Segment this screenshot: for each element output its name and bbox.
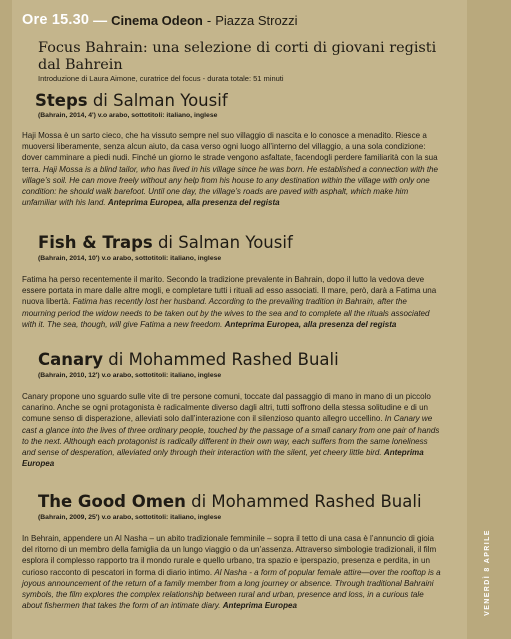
side-date-text: VENERDÌ 8 APRILE — [483, 528, 491, 616]
focus-subtitle: Introduzione di Laura Aimone, curatrice del focus - durata totale: 51 minuti — [38, 74, 284, 83]
film-director: di Mohammed Rashed Buali — [185, 492, 422, 511]
synopsis-italian: Fatima ha perso recentemente il marito. Secondo la tradizione prevalente in Bahrain, dopo il lutto la vedova deve essere portata in mare dalle altre mogli, e completare tutti i rituali ad esso associati. Il mare, però, darà a Fatima una nuova libertà. — [22, 275, 437, 307]
film-title-steps — [35, 91, 228, 110]
film-title-fish-traps — [38, 233, 293, 252]
header-dash: — — [93, 12, 108, 28]
film-synopsis-steps — [22, 130, 442, 208]
side-date-label — [482, 527, 492, 617]
screening-time: Ore 15.30 — [22, 12, 90, 28]
film-director: di Salman Yousif — [152, 233, 293, 252]
film-synopsis-fish-traps — [22, 274, 442, 330]
film-meta-steps: (Bahrain, 2014, 4') v.o arabo, sottotitoli: italiano, inglese — [38, 112, 218, 119]
film-title-text: The Good Omen — [38, 492, 186, 511]
film-director: di Mohammed Rashed Buali — [103, 350, 339, 369]
film-synopsis-canary — [22, 391, 442, 469]
premiere-note: Anteprima Europea — [22, 448, 424, 469]
screening-venue: Cinema Odeon — [111, 12, 203, 28]
film-title-good-omen — [38, 492, 422, 511]
synopsis-english: In Canary we cast a glance into the lives of three ordinary people, touched by the passage of a small canary from one pair of hands to the next. Although each protagonist is radically different in their own way, each suffers from the same loneliness and sense of desperation, alleviated only through their interaction with the silent, yet cheery little bird. — [22, 414, 440, 458]
film-meta-fish-traps: (Bahrain, 2014, 10') v.o arabo, sottotitoli: italiano, inglese — [38, 255, 222, 262]
synopsis-italian: Canary propone uno sguardo sulle vite di tre persone comuni, toccate dal passaggio di mano in mano di un piccolo canarino. Anche se ogni protagonista è radicalmente diverso dagli altri, tutti soffrono della stessa solitudine e di un comune senso di disperazione, alleviati solo dall’interazione con il silenzioso quanto allegro uccellino. — [22, 392, 431, 424]
film-title-text: Canary — [38, 350, 104, 369]
focus-title: Focus Bahrain: una selezione di corti di giovani registi dal Bahrein — [38, 40, 437, 73]
premiere-note: Anteprima Europea — [222, 601, 297, 611]
synopsis-english: Fatima has recently lost her husband. According to the prevailing tradition in Bahrain, after the mourning period the widow needs to be taken out by the wives to the sea and to complete all the rituals associated with it. The sea, though, will give Fatima a new freedom. — [22, 297, 430, 329]
film-meta-good-omen: (Bahrain, 2009, 25') v.o arabo, sottotitoli: italiano, inglese — [38, 514, 222, 521]
synopsis-english: Haji Mossa is a blind tailor, who has lived in his village since he was born. He established a connection with the village’s soil. He can move freely without any help from his house to any destination within the village with only one condition: he should walk barefoot. Until one day, the village’s roads are paved with asphalt, which make him unfamiliar with his land. — [22, 164, 439, 208]
synopsis-italian: In Behrain, appendere un Al Nasha – un abito tradizionale femminile – sopra il tetto di una casa è l’annuncio di gioia del ritorno di un membro della famiglia da un lungo viaggio o da un’assenza. Attraverso simbologie tradizionali, il film esplora il complesso rapporto tra il mondo rurale e quello urbano, tra spazio e iperspazio, presenza e perdita, in un curioso racconto di pescatori in forma di diario intimo. — [22, 534, 437, 577]
film-synopsis-good-omen — [22, 533, 442, 611]
screening-place: Piazza Strozzi — [215, 12, 298, 28]
film-title-canary — [38, 350, 339, 369]
premiere-note: Anteprima Europea, alla presenza del regista — [107, 198, 280, 208]
synopsis-italian: Haji Mossa è un sarto cieco, che ha vissuto sempre nel suo villaggio di nascita e lo conosce a menadito. Riesce a muoversi liberamente, senza alcun aiuto, da casa verso ogni luogo all’interno del villaggio, a una sola condizione: dover camminare a piedi nudi. Finché un giorno le strade vengono asfaltate, facendogli perdere familiarità con la sua terra. — [22, 131, 438, 174]
screening-header — [12, 8, 467, 32]
film-meta-canary: (Bahrain, 2010, 12') v.o arabo, sottotitoli: italiano, inglese — [38, 372, 222, 379]
header-separator: - — [206, 12, 212, 28]
film-title-text: Fish & Traps — [38, 233, 153, 252]
premiere-note: Anteprima Europea, alla presenza del regista — [224, 319, 397, 329]
film-director: di Salman Yousif — [87, 91, 228, 110]
synopsis-english: Al Nasha - a form of popular female attire—over the rooftop is a joyous announcement of the return of a family member from a long journey or absence. Through traditional Bahraini symbols, the film explores the complex relationship between rural and urban, presence and loss, in a curious tale about fishermen that takes the form of an intimate diary. — [22, 567, 441, 611]
film-title-text: Steps — [35, 91, 88, 110]
